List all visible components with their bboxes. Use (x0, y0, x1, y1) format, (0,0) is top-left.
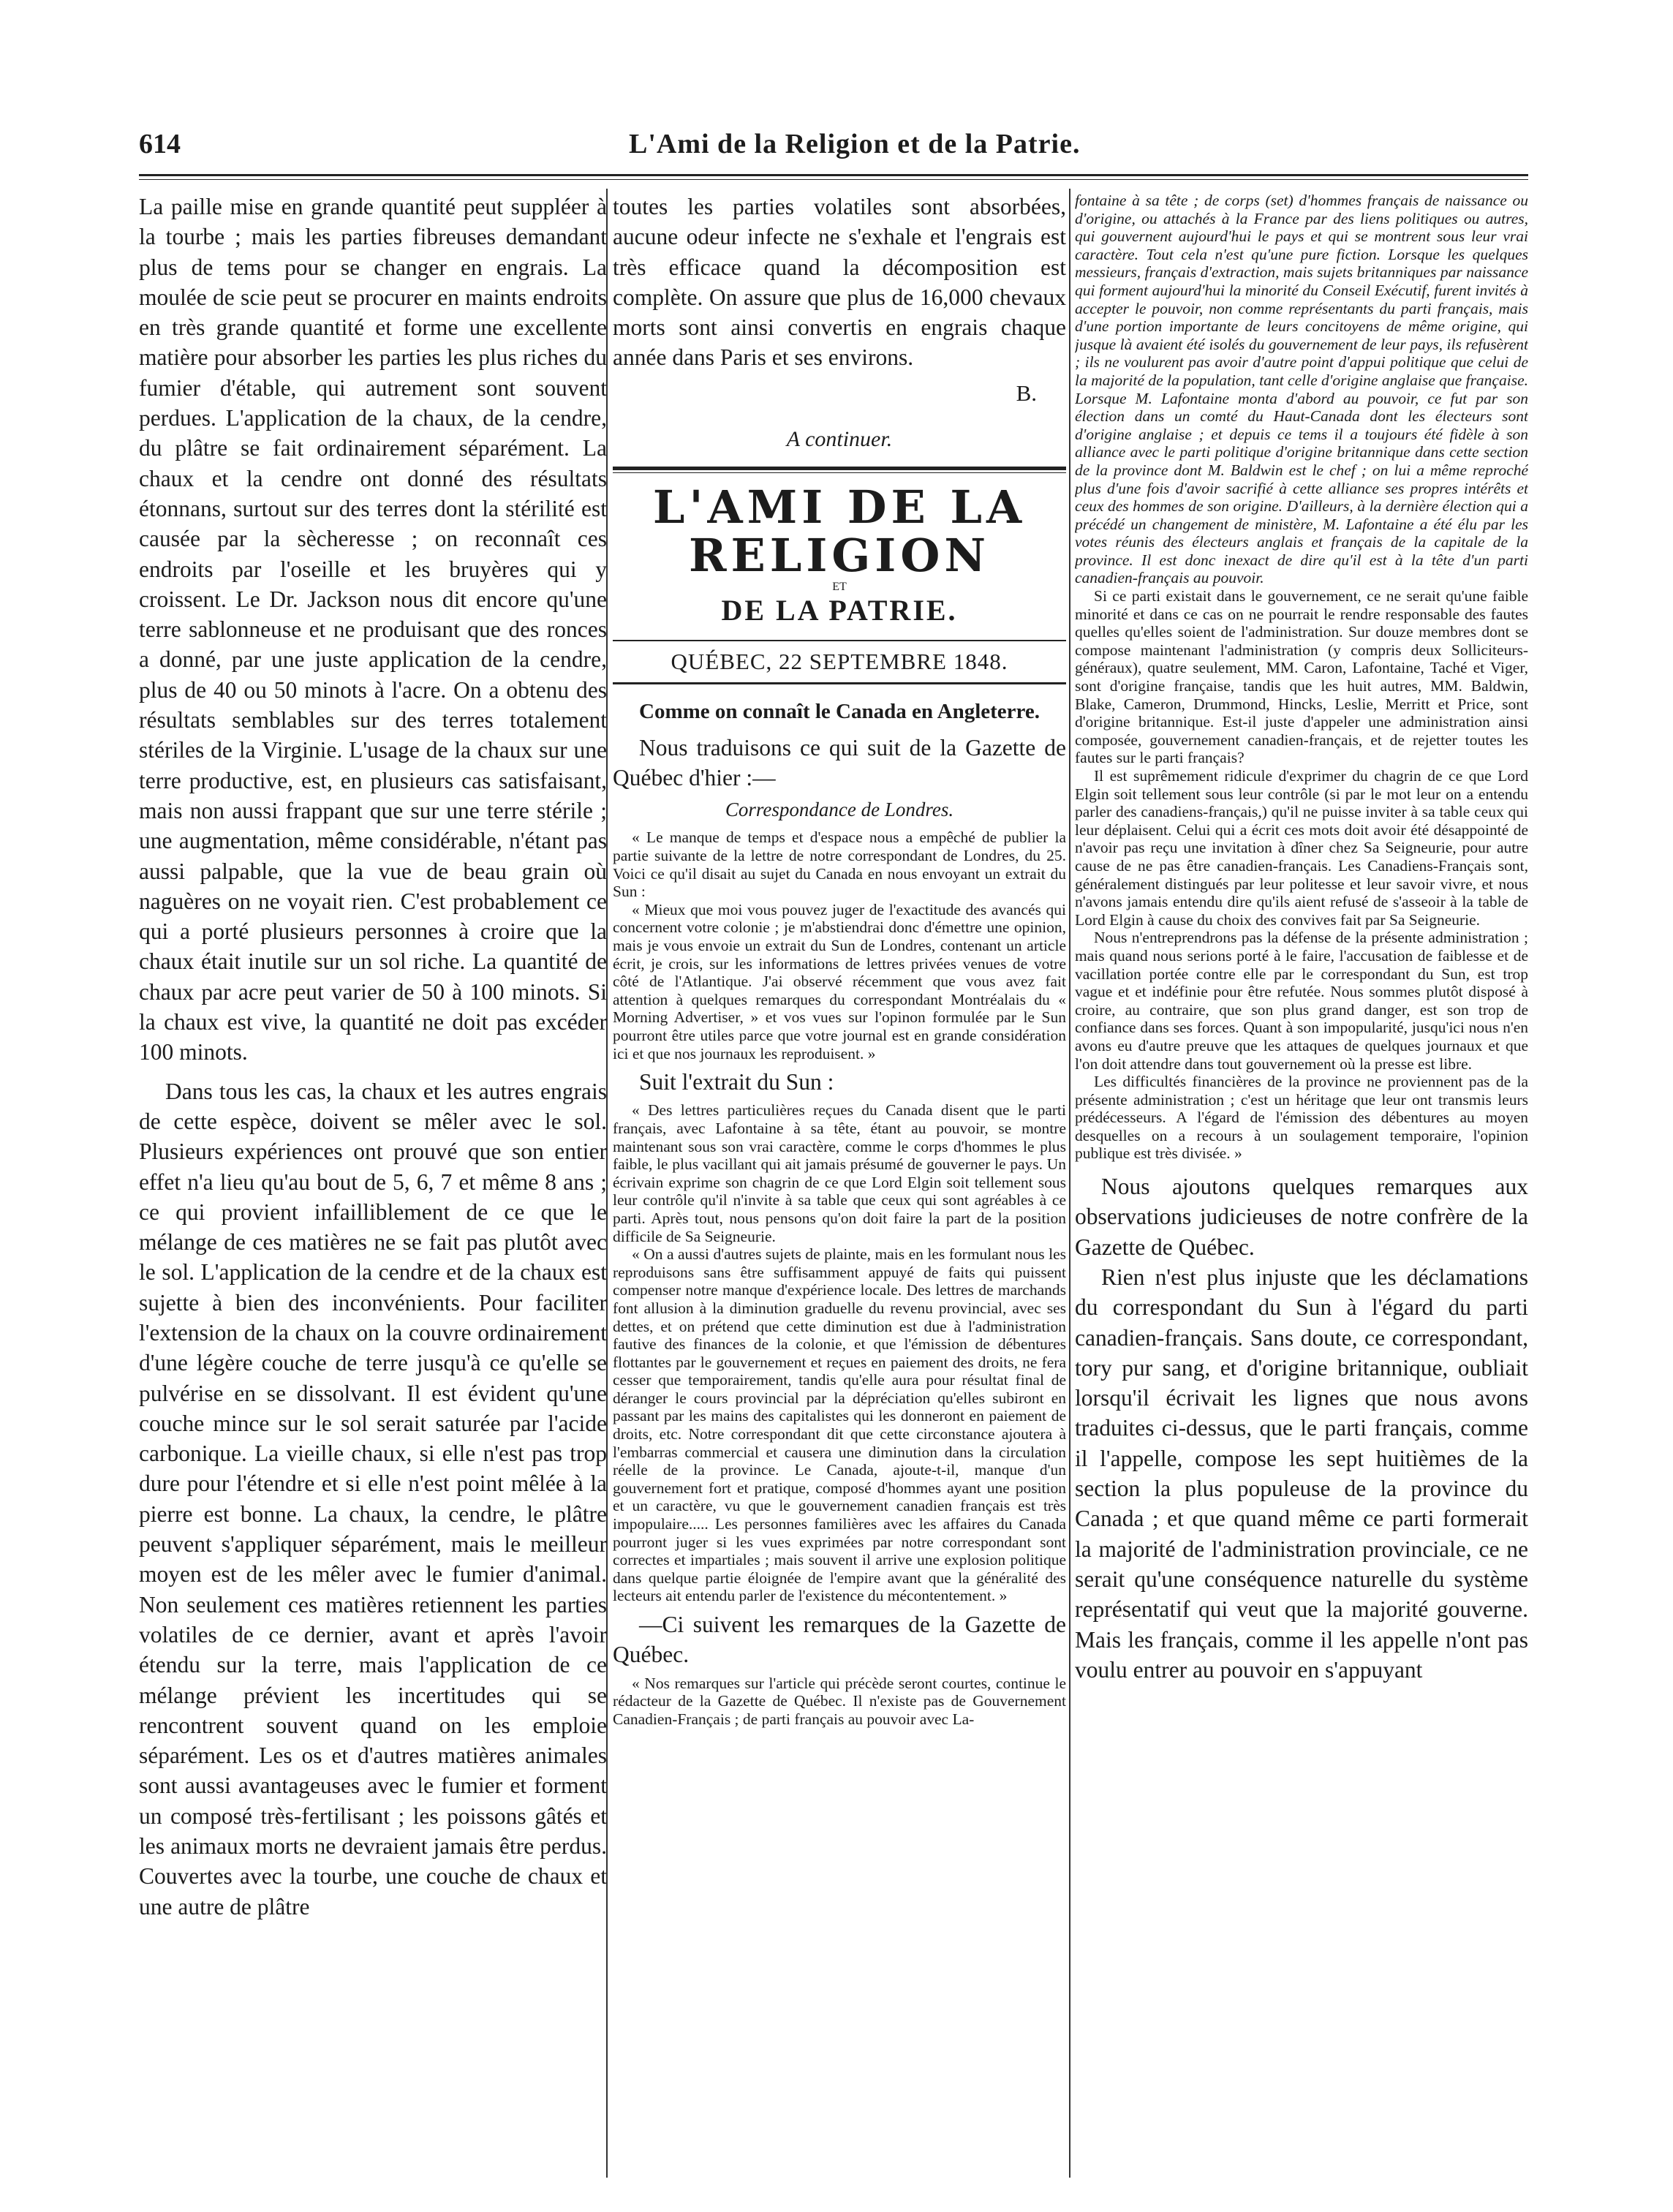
quoted-paragraph: Il est suprêmement ridicule d'exprimer du chagrin de ce que Lord Elgin soit tellement sous leur contrôle (si par le mot leur on a entendu parler des canadiens-français,) qu'il ne puisse inviter à sa table ceux qui leur déplaisent. Celui qui a écrit ces mots doit avoir été désappointé de n'avoir pas reçu une invitation à dîner chez Sa Seigneurie, pour autre cause de ne pas être canadien-français. Les Canadiens-Français sont, généralement distingués par leur politesse et leur savoir vivre, et nous n'avons jamais entendu dire qu'ils aient refusé de s'asseoir à la table de Lord Elgin à cause du choix des convives fait par Sa Seigneurie. (1075, 767, 1528, 929)
page-header (139, 128, 1528, 172)
paragraph: Nous traduisons ce qui suit de la Gazette de Québec d'hier :— (613, 734, 1066, 791)
masthead-subtitle: DE LA PATRIE. (721, 593, 958, 627)
paragraph: Suit l'extrait du Sun : (639, 1069, 834, 1095)
paragraph: —Ci suivent les remarques de la Gazette de Québec. (613, 1612, 1066, 1668)
article-headline: Comme on connaît le Canada en Angleterre. (639, 699, 1040, 723)
quoted-paragraph: Si ce parti existait dans le gouvernement, ce ne serait qu'une faible minorité et dans ce cas on ne pourrait le rendre responsable des fautes quelles qu'elles soient de l'administration. Sur douze membres dont se compose maintenant l'administration (y compris deux Solliciteurs-généraux), quatre seulement, MM. Caron, Lafontaine, Taché et Viger, sont d'origine française, tandis que les huit autres, MM. Baldwin, Blake, Cameron, Drummond, Hincks, Leslie, Merritt et Price, sont d'origine britannique. Est-il juste d'appeler une administration ainsi composée, gouvernement canadien-français, et de rejetter toutes les fautes sur le parti français? (1075, 587, 1528, 767)
page-number: 614 (139, 129, 181, 159)
paragraph: Rien n'est plus injuste que les déclamations du correspondant du Sun à l'égard du parti canadien-français. Sans doute, ce correspondant, tory pur sang, et d'origine britannique, oubliait lorsqu'il écrivait les lignes que nous avons traduites ci-dessus, que le parti français, comme il l'appelle, compose les sept huitièmes de la section la plus populeuse de la province du Canada ; et que quand même ce parti formerait la majorité de l'administration provinciale, ce ne serait qu'une conséquence naturelle du système représentatif qui veut que la majorité gouverne. Mais les français, comme il les appelle n'ont pas voulu entrer au pouvoir en s'appuyant (1075, 1264, 1528, 1683)
quoted-paragraph: fontaine à sa tête ; de corps (set) d'hommes français de naissance ou d'origine, ou attachés à la France par des liens politiques ou autres, qui gouvernent aujourd'hui le pays et qui se montrent sous leur vrai caractère. Tout cela n'est qu'une pure fiction. Lorsque les quelques messieurs, français d'extraction, mais sujets britanniques par naissance qui forment aujourd'hui la minorité du Conseil Exécutif, furent invités à accepter le pouvoir, non comme représentants du parti français, mais d'une portion importante de leurs concitoyens de même origine, qui jusque là avaient été isolés du gouvernement de leur pays, ils refusèrent ; ils ne voulurent pas avoir d'autre point d'appui politique que celui de la majorité de la population, tant celle d'origine anglaise que française. Lorsque M. Lafontaine monta d'abord au pouvoir, ce fut par son élection dans un comté du Haut-Canada dont les électeurs sont d'origine anglaise ; et depuis ce tems il a toujours été fidèle à son alliance avec le parti politique d'origine britannique dans cette section de la province dont M. Baldwin est le chef ; on lui a même reproché plus d'une fois d'avoir sacrifié à cette alliance ses propres intérêts et ceux des hommes de son origine. D'ailleurs, à la dernière élection qui a précédé un changement de ministère, M. Lafontaine a été élu par les votes réunis des électeurs anglais et français de la capitale de la province. Il est donc inexact de dire qu'il est à la tête d'un parti canadien-français au pouvoir. (1075, 192, 1528, 587)
header-rule (139, 174, 1528, 180)
paragraph: Dans tous les cas, la chaux et les autres engrais de cette espèce, doivent se mêler avec le sol. Plusieurs expériences ont prouvé que son entier effet n'a lieu qu'au bout de 5, 6, 7 et même 8 ans ; ce qui provient infailliblement de ce que le mélange de ces matières ne se fait pas plutôt avec le sol. L'application de la cendre et de la chaux est sujette à bien des inconvénients. Pour faciliter l'extension de la chaux on la couvre ordinairement d'une légère couche de terre jusqu'à ce qu'elle se pulvérise en se dissolvant. Il est évident qu'une couche mince sur le sol serait saturée par l'acide carbonique. La vieille chaux, si elle n'est pas trop dure pour l'étendre et si elle n'est point mêlée à la pierre est bonne. La chaux, la cendre, le plâtre peuvent s'appliquer séparément, mais le meilleur moyen est de les mêler avec le fumier d'animal. Non seulement ces matières retiennent les parties volatiles de ce dernier, avant et après l'avoir étendu sur la terre, mais l'application de ce mélange prévient les incertitudes qui se rencontrent souvent quand on les emploie séparément. Les os et d'autres matières animales sont aussi avantageuses avec le fumier et forment un composé très-fertilisant ; les poissons gâtés et les animaux morts ne devraient jamais être perdus. Couvertes avec la tourbe, une couche de chaux et une autre de plâtre (139, 1078, 607, 1920)
quoted-paragraph: Les difficultés financières de la province ne proviennent pas de la présente administration ; c'est un héritage que leur ont transmis leurs prédécesseurs. A l'égard de l'émission des débentures au moyen desquelles on a recours à un soulagement temporaire, l'opinion publique est très divisée. » (1075, 1073, 1528, 1163)
quoted-paragraph: Nous n'entreprendrons pas la défense de la présente administration ; mais quand nous serions porté à le faire, l'accusation de faiblesse et de vacillation portée contre elle par le correspondant du Sun, est trop vague et et indéfinie pour être refutée. Nous sommes plutôt disposé à croire, au contraire, que son plus grand danger, est son trop de confiance dans ses forces. Quant à son impopularité, jusqu'ici nous n'en avons eu d'autre preuve que les attaques de quelques journaux et que l'on doit attendre dans tout gouvernement où la presse est libre. (1075, 929, 1528, 1073)
section-subhead: Correspondance de Londres. (725, 799, 954, 821)
article-signature: B. (1016, 380, 1037, 406)
column-divider (1069, 189, 1070, 2178)
paragraph: La paille mise en grande quantité peut suppléer à la tourbe ; mais les parties fibreuses demandant plus de tems pour se changer en engrais. La moulée de scie peut se procurer en maints endroits en très grande quantité et forme une excellente matière pour absorber les parties les plus riches du fumier d'étable, qui autrement sont souvent perdues. L'application de la chaux, de la cendre, du plâtre se fait ordinairement séparément. La chaux et la cendre ont donné des résultats étonnans, surtout sur des terres dont la stérilité est causée par la sècheresse ; on reconnaît ces endroits par l'oseille et les bruyères qui y croissent. Le Dr. Jackson nous dit encore qu'une terre sablonneuse et ne produisant que des ronces a donné, par une juste application de la cendre, plus de 40 ou 50 minots à l'acre. On a obtenu des résultats semblables sur des terres totalement stériles de la Virginie. L'usage de la chaux sur une terre productive, est, en plusieurs cas satisfaisant, mais non aussi frappant que sur une terre stérile ; une augmentation, même considérable, n'étant pas aussi palpable, que la vue de beau grain où naguères on ne voyait rien. C'est probablement ce qui a porté plusieurs personnes à croire que la chaux était inutile sur un sol riche. La quantité de chaux par acre peut varier de 50 à 100 minots. Si la chaux est vive, la quantité ne doit pas excéder 100 minots. (139, 194, 607, 1065)
column-2 (613, 192, 1066, 2183)
masthead-conjunction: ET (832, 580, 847, 593)
running-title: L'Ami de la Religion et de la Patrie. (629, 129, 1081, 159)
quoted-paragraph: « Mieux que moi vous pouvez juger de l'exactitude des avancés qui concernent votre colonie ; je m'abstiendrai donc d'émettre une opinion, mais je vous envoie un extrait du Sun de Londres, contenant un article écrit, je crois, sur les informations de lettres privées venues de votre côté de l'Atlantique. J'ai observé récemment que vous avez fait attention à quelques remarques du correspondant Montréalais du « Morning Advertiser, » et vos vues sur l'opinon formulée par le Sun pourront être utiles parce que votre journal est en grande considération ici et que nos journaux les reproduisent. » (613, 900, 1066, 1062)
masthead-rule (613, 467, 1066, 473)
quoted-paragraph: « On a aussi d'autres sujets de plainte, mais en les formulant nous les reproduisons sans être suffisamment appuyé de faits qui puissent compenser notre manque d'expérience locale. Des lettres de marchands font allusion à la diminution graduelle du revenu provincial, avec ses dettes, et on prétend que cette diminution est due à l'administration fautive des finances de la colonie, et que l'émission de débentures flottantes par le gouvernement et reçues en paiement des droits, ne fera cesser que temporairement, tandis qu'elle aura pour résultat final de déranger le cours provincial par la dépréciation qu'elles subiront en passant par les mains des capitalistes qui les donneront en paiement de droits, etc. Notre correspondant dit que cette circonstance ajoutera à l'embarras commercial et causera une diminution dans la circulation réelle de la province. Le Canada, ajoute-t-il, manque d'un gouvernement fort et pratique, composé d'hommes ayant une position et un caractère, vu que le gouvernement canadien français est très impopulaire..... Les personnes familières avec les affaires du Canada pourront juger si les vues exprimées par notre correspondant sont correctes et impartiales ; mais souvent il arrive une explosion politique dans quelque partie éloignée de l'empire avant que la généralité des lecteurs ait entendu parler de l'existence du mécontentement. » (613, 1245, 1066, 1605)
quoted-paragraph: « Des lettres particulières reçues du Canada disent que le parti français, avec Lafontaine à sa tête, étant au pouvoir, se montre maintenant sous son vrai caractère, comme le corps d'hommes le plus faible, le plus vacillant qui ait jamais présumé de gouverner le pays. Un écrivain exprime son chagrin de ce que Lord Elgin soit tellement sous leur contrôle qu'il n'invite à sa table que ceux qui sont agréables à ce parti. Après tout, nous pensons qu'on doit faire la part de la position difficile de Sa Seigneurie. (613, 1101, 1066, 1245)
column-1 (139, 192, 607, 2183)
column-3 (1075, 192, 1528, 2183)
masthead-title: L'AMI DE LA RELIGION (652, 480, 1027, 582)
paragraph: Nous ajoutons quelques remarques aux observations judicieuses de notre confrère de la Gazette de Québec. (1075, 1174, 1528, 1260)
continuation-note: A continuer. (786, 426, 893, 451)
paragraph: toutes les parties volatiles sont absorbées, aucune odeur infecte ne s'exhale et l'engrais est très efficace quand la décomposition est complète. On assure que plus de 16,000 chevaux morts sont ainsi convertis en engrais chaque année dans Paris et ses environs. (613, 194, 1066, 371)
quoted-paragraph: « Nos remarques sur l'article qui précède seront courtes, continue le rédacteur de la Gazette de Québec. Il n'existe pas de Gouvernement Canadien-Français ; de parti français au pouvoir avec La- (613, 1674, 1066, 1728)
dateline: QUÉBEC, 22 SEPTEMBRE 1848. (613, 640, 1066, 684)
quoted-paragraph: « Le manque de temps et d'espace nous a empêché de publier la partie suivante de la lettre de notre correspondant de Londres, du 25. Voici ce qu'il disait au sujet du Canada en nous envoyant un extrait du Sun : (613, 828, 1066, 901)
